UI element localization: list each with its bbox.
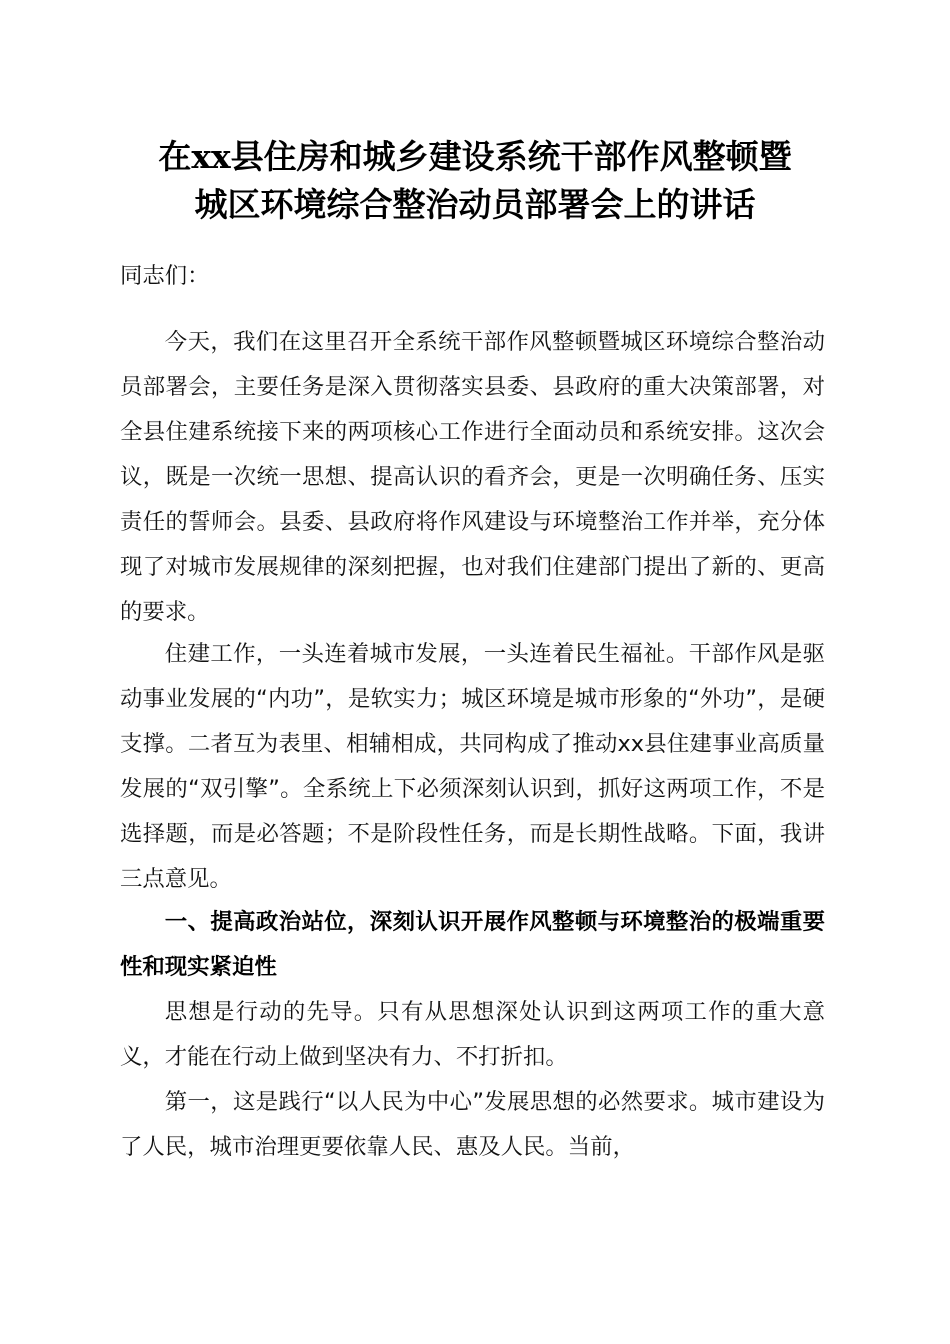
salutation: 同志们： — [120, 263, 210, 289]
paragraph-dual-engine: 住建工作，一头连着城市发展，一头连着民生福祉。干部作风是驱动事业发展的“内功”，是软实力；城区环境是城市形象的“外功”，是硬支撑。二者互为表里、相辅相成，共同构成了推动xx县住建事业高质量发展的“双引擎”。全系统上下必须深刻认识到，抓好这两项工作，不是选择题，而是必答题；不是阶段性任务，而是长期性战略。下面，我讲三点意见。 — [120, 641, 825, 892]
document-title-line-2: 城区环境综合整治动员部署会上的讲话 — [194, 185, 756, 224]
section-heading-1: 一、提高政治站位，深刻认识开展作风整顿与环境整治的极端重要性和现实紧迫性 — [120, 909, 825, 980]
paragraph-opening: 今天，我们在这里召开全系统干部作风整顿暨城区环境综合整治动员部署会，主要任务是深入贯彻落实县委、县政府的重大决策部署，对全县住建系统接下来的两项核心工作进行全面动员和系统安排。这次会议，既是一次统一思想、提高认识的看齐会，更是一次明确任务、压实责任的誓师会。县委、县政府将作风建设与环境整治工作并举，充分体现了对城市发展规律的深刻把握，也对我们住建部门提出了新的、更高的要求。 — [120, 329, 825, 625]
paragraph-people-centered: 第一，这是践行“以人民为中心”发展思想的必然要求。城市建设为了人民，城市治理更要依靠人民、惠及人民。当前， — [120, 1089, 825, 1160]
document-title-line-1: 在xx县住房和城乡建设系统干部作风整顿暨 — [158, 137, 792, 176]
paragraph-thought-guide: 思想是行动的先导。只有从思想深处认识到这两项工作的重大意义，才能在行动上做到坚决有力、不打折扣。 — [120, 999, 825, 1070]
